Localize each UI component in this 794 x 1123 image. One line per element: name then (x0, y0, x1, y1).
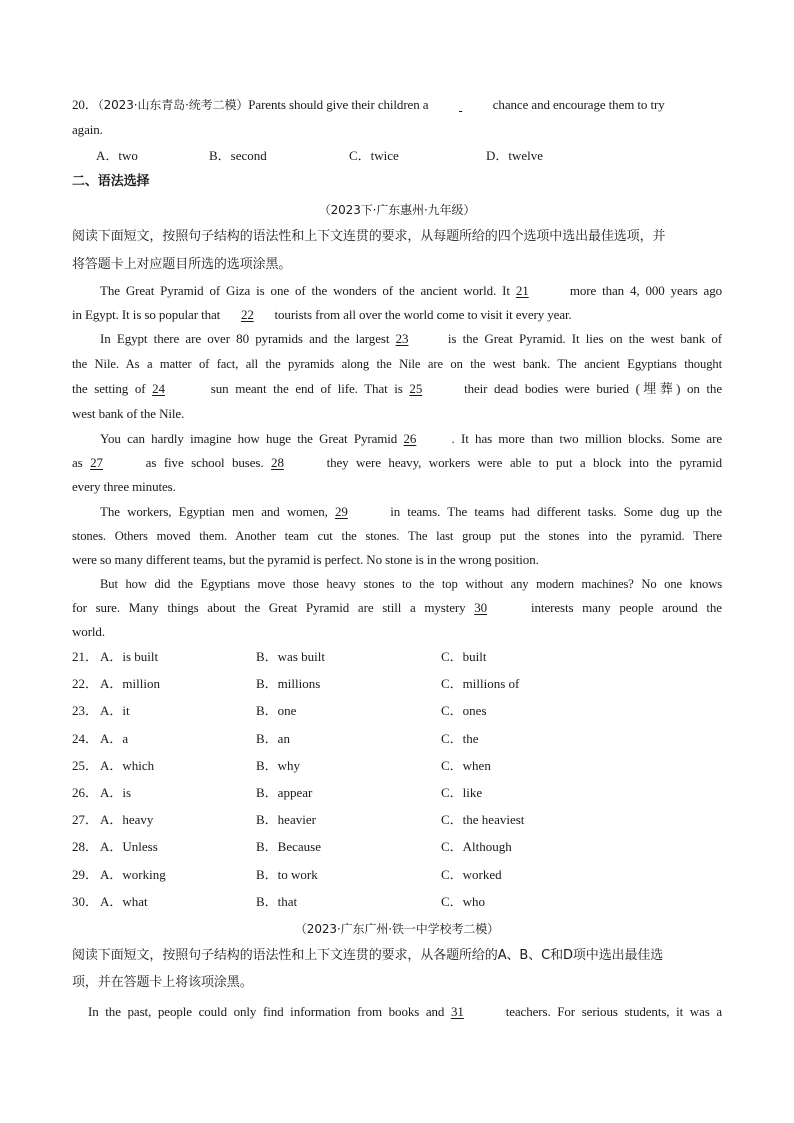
choice-number: 26． (72, 785, 99, 800)
option-c[interactable]: C．millions of (441, 676, 520, 691)
passage-line: the setting of 24 sun meant the end of life. That is 25 their dead bodies were buried (埋葬) on the (72, 381, 723, 396)
answer-blank-23[interactable]: 23 (395, 331, 409, 346)
option-b[interactable]: B．appear (256, 785, 313, 800)
answer-blank-29[interactable]: 29 (335, 504, 348, 519)
answer-blank-26[interactable]: 26 (403, 431, 417, 446)
passage-line: The Great Pyramid of Giza is one of the wonders of the ancient world. It 21 more than 4, 000 years ago (100, 283, 723, 298)
passage-line: the Nile. As a matter of fact, all the pyramids along the Nile are on the west bank. The ancient Egyptians thought (72, 357, 722, 371)
option-c[interactable]: C．twice (349, 148, 399, 163)
option-c[interactable]: C．built (441, 649, 487, 664)
option-c[interactable]: C．the (441, 731, 479, 746)
question-20-line2: again. (72, 122, 103, 137)
answer-blank-22[interactable]: 22 (240, 307, 254, 322)
option-b[interactable]: B．Because (256, 839, 321, 854)
passage-source: （2023下·广东惠州·九年级） (318, 203, 476, 217)
passage-line: But how did the Egyptians move those heavy stones to the top without any modern machines? No one knows (100, 577, 722, 591)
passage-line: every three minutes. (72, 479, 176, 494)
passage-line: The workers, Egyptian men and women, 29 in teams. The teams had different tasks. Some dug up the (100, 504, 723, 519)
option-c[interactable]: C．the heaviest (441, 812, 525, 827)
choice-number: 21． (72, 649, 99, 664)
option-a[interactable]: A．million (100, 676, 160, 691)
option-b[interactable]: B．an (256, 731, 290, 746)
instructions-line2: 项，并在答题卡上将该项涂黑。 (72, 975, 253, 990)
option-a[interactable]: A．is (100, 785, 132, 800)
instructions-line1: 阅读下面短文，按照句子结构的语法性和上下文连贯的要求，从每题所给的四个选项中选出最佳选项，并 (72, 229, 666, 244)
option-a[interactable]: A．working (100, 867, 166, 882)
option-a[interactable]: A．is built (100, 649, 159, 664)
option-c[interactable]: C．like (441, 785, 483, 800)
option-a[interactable]: A．a (100, 731, 129, 746)
section-heading: 二、语法选择 (72, 174, 150, 189)
answer-blank-31[interactable]: 31 (451, 1004, 464, 1019)
answer-blank-27[interactable]: 27 (90, 455, 103, 470)
option-b[interactable]: B．heavier (256, 812, 316, 827)
option-b[interactable]: B．second (209, 148, 267, 163)
option-b[interactable]: B．to work (256, 867, 318, 882)
option-b[interactable]: B．why (256, 758, 301, 773)
passage-line: as 27 as five school buses. 28 they were heavy, workers were able to put a block into the pyramid (72, 455, 722, 470)
option-a[interactable]: A．heavy (100, 812, 154, 827)
passage-line: In the past, people could only find information from books and 31 teachers. For serious students, it was a (88, 1004, 723, 1019)
question-number: 20． (72, 97, 98, 112)
choice-number: 24． (72, 731, 99, 746)
option-a[interactable]: A．Unless (100, 839, 158, 854)
option-c[interactable]: C．worked (441, 867, 502, 882)
question-text: Parents should give their children a (248, 97, 429, 112)
option-d[interactable]: D．twelve (486, 148, 544, 163)
option-a[interactable]: A．which (100, 758, 155, 773)
choice-number: 22． (72, 676, 99, 691)
option-c[interactable]: C．who (441, 894, 486, 909)
answer-blank-24[interactable]: 24 (152, 381, 165, 396)
passage-line: In Egypt there are over 80 pyramids and the largest 23 is the Great Pyramid. It lies on the west bank of (100, 331, 723, 346)
passage-line: for sure. Many things about the Great Pyramid are still a mystery 30 interests many people around the (72, 600, 722, 615)
choice-number: 28． (72, 839, 99, 854)
option-b[interactable]: B．was built (256, 649, 325, 664)
option-b[interactable]: B．that (256, 894, 298, 909)
instructions-line1: 阅读下面短文，按照句子结构的语法性和上下文连贯的要求，从各题所给的A、B、C和D项中选出最佳选 (72, 948, 664, 963)
passage-line: in Egypt. It is so popular that 22 tourists from all over the world come to visit it every year. (72, 307, 572, 322)
passage-line: west bank of the Nile. (72, 406, 185, 421)
choice-number: 25． (72, 758, 99, 773)
option-b[interactable]: B．millions (256, 676, 321, 691)
answer-blank-28[interactable]: 28 (271, 455, 284, 470)
question-20-line1 (72, 97, 722, 113)
passage-line: world. (72, 624, 105, 639)
option-c[interactable]: C．when (441, 758, 491, 773)
option-c[interactable]: C．ones (441, 703, 487, 718)
passage-source: （2023·广东广州·铁一中学校考二模） (294, 922, 500, 936)
option-c[interactable]: C．Although (441, 839, 512, 854)
passage-line: You can hardly imagine how huge the Great Pyramid 26 . It has more than two million blocks. Some are (100, 431, 722, 446)
option-a[interactable]: A．it (100, 703, 130, 718)
passage-line: were so many different teams, but the pyramid is perfect. No stone is in the wrong position. (72, 552, 539, 567)
question-text: chance and encourage them to try (492, 97, 665, 112)
answer-blank-30[interactable]: 30 (474, 600, 488, 615)
option-a[interactable]: A．two (96, 148, 138, 163)
option-a[interactable]: A．what (100, 894, 148, 909)
choice-number: 29． (72, 867, 99, 882)
option-b[interactable]: B．one (256, 703, 297, 718)
answer-blank[interactable] (432, 97, 490, 113)
question-source: （2023·山东青岛·统考二模） (97, 98, 249, 112)
answer-blank-21[interactable]: 21 (515, 283, 529, 298)
choice-number: 27． (72, 812, 99, 827)
instructions-line2: 将答题卡上对应题目所选的选项涂黑。 (72, 257, 292, 272)
choice-number: 23． (72, 703, 99, 718)
passage-line: stones. Others moved them. Another team cut the stones. The last group put the stones into the pyramid. There (72, 529, 722, 543)
choice-number: 30． (72, 894, 99, 909)
answer-blank-25[interactable]: 25 (409, 381, 423, 396)
